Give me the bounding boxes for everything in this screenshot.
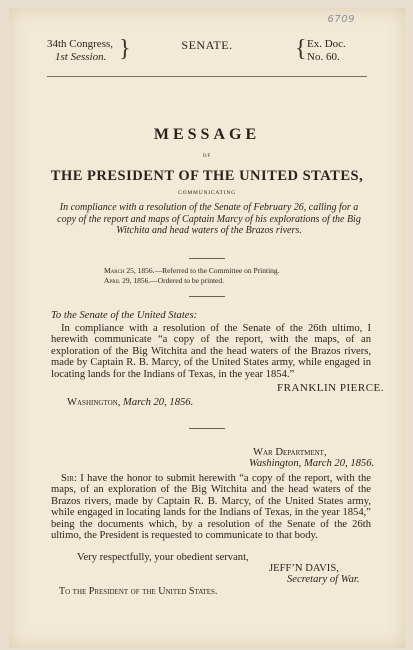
referral-line-2 — [104, 276, 364, 286]
letter1-date: March 20, 1856. — [123, 397, 194, 408]
letter2-signer-title: Secretary of War. — [287, 574, 360, 585]
letter2-salutation: Sir: — [61, 473, 77, 484]
letter2-dept: War Department, — [253, 447, 327, 458]
session-label: 1st Session. — [55, 51, 107, 63]
letter2-addressee: To the President of the United States. — [59, 586, 218, 597]
letter2-body-block — [51, 473, 371, 541]
letter1-place-date — [67, 397, 193, 408]
letter2-place-date: Washington, March 20, 1856. — [249, 458, 375, 469]
referral-date-1: March 25, 1856. — [104, 266, 155, 275]
letter1-place: Washington, — [67, 397, 121, 408]
title-message: MESSAGE — [153, 126, 261, 143]
referral-text-1: —Referred to the Committee on Printing. — [154, 266, 280, 275]
referral-line-1 — [104, 266, 364, 276]
doc-type: Ex. Doc. — [307, 38, 346, 50]
rule-after-title — [189, 258, 225, 259]
pencil-annotation: 6709 — [327, 14, 355, 25]
header-docnum — [295, 36, 346, 64]
chamber-label: SENATE. — [181, 38, 233, 52]
document-page — [9, 8, 405, 648]
letter1-body: In compliance with a resolution of the Senate of the 26th ultimo, I herewith communicate “a copy of the report, with the maps, of an exploration of the Big Witchita and the head waters of the Brazos rivers, made by Captain R. B. Marcy, of the United States army, while engaged in locating lands for the Indians of Texas, in the year 1854.” — [51, 323, 371, 380]
title-of: OF — [202, 154, 212, 159]
referral-text-2: —Ordered to be printed. — [150, 276, 224, 285]
title-communicating: COMMUNICATING — [178, 190, 236, 196]
letter1-salutation: To the Senate of the United States: — [51, 310, 198, 321]
title-subject: In compliance with a resolution of the Senate of February 26, calling for a copy of the report and maps of Captain Marcy of his explorations of the Big Witchita and head waters of the Brazos rivers. — [57, 202, 361, 236]
letter1-signature: FRANKLIN PIERCE. — [277, 382, 385, 394]
title-president: THE PRESIDENT OF THE UNITED STATES, — [50, 168, 364, 184]
referral-date-2: April 29, 1856. — [104, 276, 151, 285]
brace-right-icon: { — [295, 36, 307, 62]
letter2-body: I have the honor to submit herewith “a copy of the report, with the maps, of an exploration of the Big Witchita and the head waters of the Brazos rivers, made by Captain R. B. Marcy, of the United States army, while engaged in locating lands for the Indians of Texas, in the year 1854,” being the documents which, by a resolution of the Senate of the 26th ultimo, the President is requested to communicate to that body. — [51, 473, 371, 542]
congress-label: 34th Congress, — [47, 38, 113, 50]
letter2-closing: Very respectfully, your obedient servant, — [77, 552, 249, 563]
rule-after-referral — [189, 296, 225, 297]
doc-number: No. 60. — [307, 51, 340, 63]
letter2-signature: JEFF’N DAVIS, — [269, 563, 339, 574]
brace-left-icon: } — [119, 36, 131, 62]
rule-between-letters — [189, 428, 225, 429]
header-rule — [47, 76, 367, 77]
